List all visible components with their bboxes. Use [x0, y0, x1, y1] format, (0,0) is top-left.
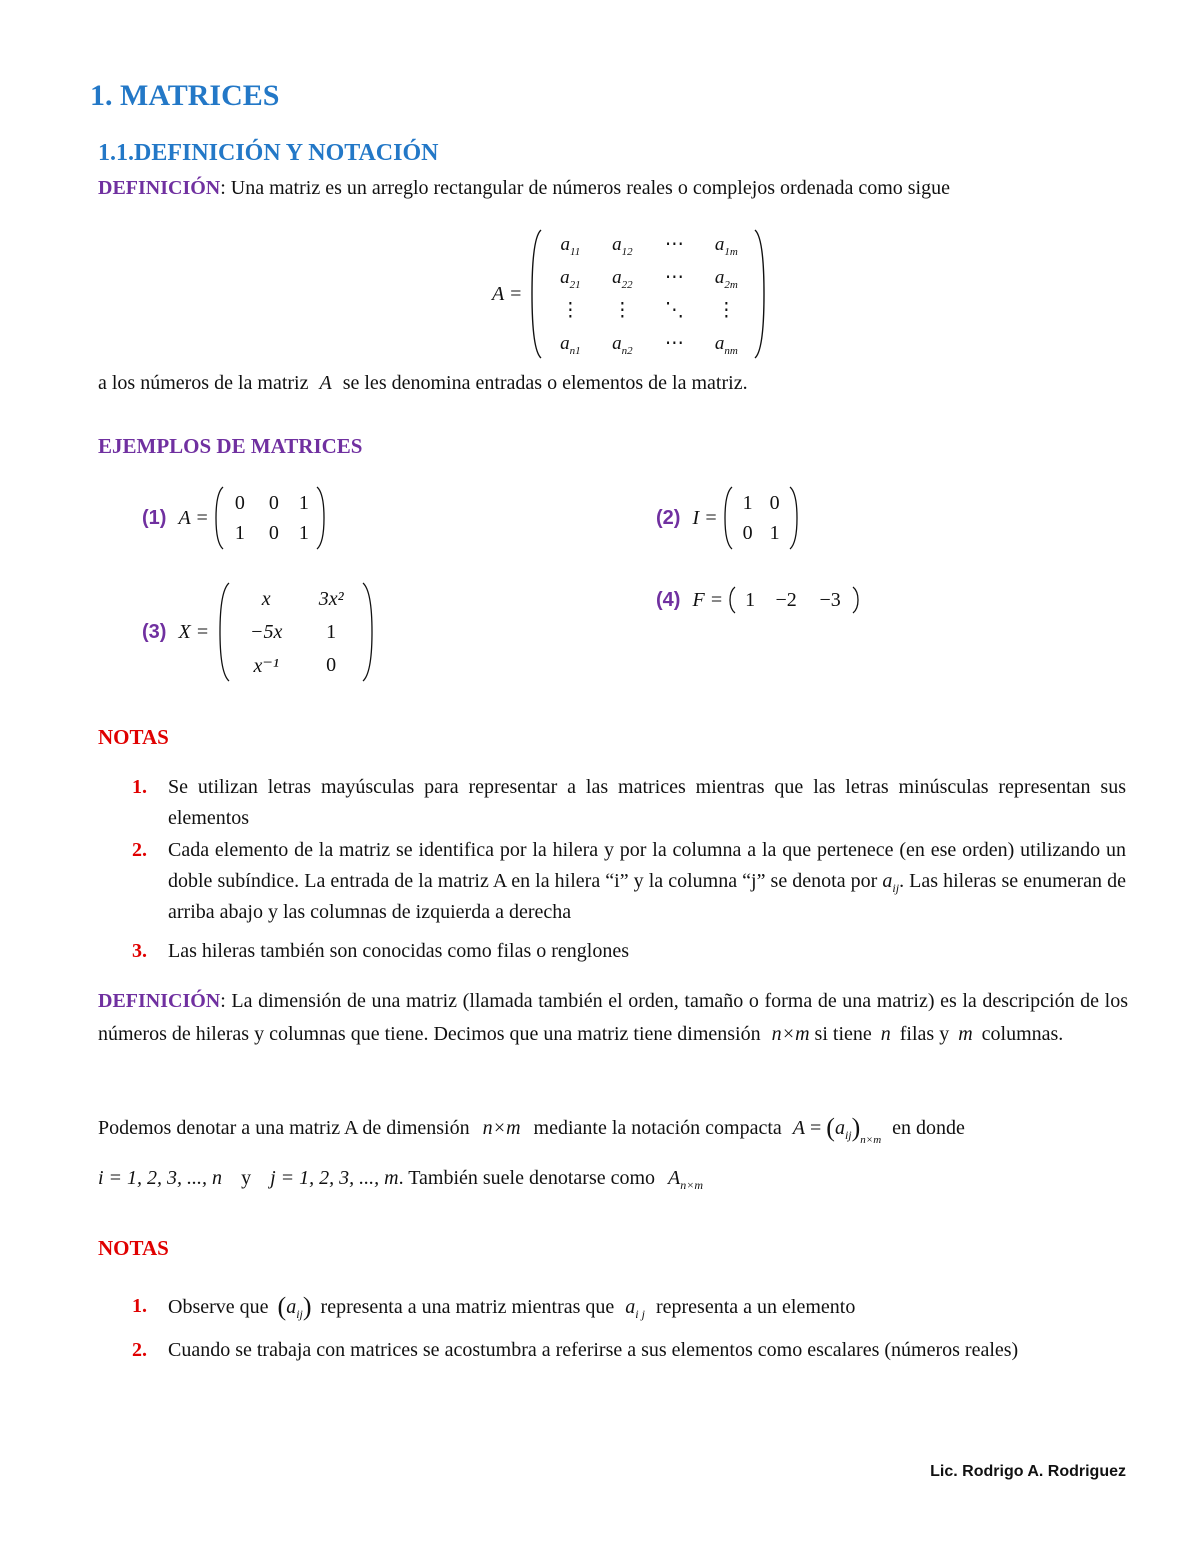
matrix-cell: $a_{n2}$: [612, 332, 633, 357]
element-symbol: $a_{i j}$: [625, 1296, 645, 1321]
left-paren: [729, 585, 737, 615]
matrix-cell: 0: [234, 491, 245, 514]
matrix-cell: 1: [234, 521, 245, 544]
matrix-cell: ⋮: [716, 300, 736, 321]
matrix-cell: 0: [742, 521, 753, 544]
right-paren: [788, 485, 798, 551]
math-n: n: [880, 1023, 891, 1045]
notes-heading: NOTAS: [98, 725, 169, 749]
definition-text: columnas.: [981, 1023, 1064, 1045]
matrix-cell: −3: [819, 588, 841, 611]
matrix-cell: 0: [769, 491, 780, 514]
definition-text: : La dimensión de una matriz (llamada también el orden, tamaño o forma de una matriz) es la descripción de los números de hileras y columnas que tiene. Decimos que una matriz tiene dimensión: [98, 990, 1128, 1045]
matrix-cell: ⋯: [664, 267, 684, 288]
example-2-grid: [734, 488, 788, 548]
matrix-cell: $a_{nm}$: [714, 332, 738, 357]
example-lhs: I =: [692, 506, 718, 529]
definition-label: DEFINICIÓN: [98, 177, 221, 199]
matrix-cell: 0: [268, 491, 279, 514]
note-number: 3.: [132, 940, 147, 962]
matrix-cell: 1: [298, 491, 309, 514]
note-item: [132, 835, 1126, 928]
note-text: [168, 835, 1126, 928]
example-number: (3): [142, 620, 167, 643]
note-text-part: representa a una matriz mientras que: [320, 1296, 615, 1318]
matrix-cell: 1: [769, 521, 780, 544]
example-lhs: A =: [178, 506, 209, 529]
matrix-cell: $a_{21}$: [560, 266, 581, 291]
sentence-part: a los números de la matriz: [98, 372, 309, 394]
right-paren: [361, 581, 373, 683]
general-matrix: [492, 228, 766, 360]
page-title: 1. MATRICES: [90, 79, 280, 112]
definition-text: filas y: [899, 1023, 950, 1045]
compact-notation-line-1: [98, 1112, 1138, 1144]
note-item: [132, 772, 1126, 834]
matrix-cell: $a_{12}$: [612, 233, 633, 258]
example-1: [142, 484, 325, 552]
entries-sentence: [98, 368, 1128, 399]
right-paren: [851, 585, 859, 615]
matrix-notation: $(a_{ij})$: [277, 1292, 312, 1321]
left-paren: [219, 581, 231, 683]
matrix-cell: ⋱: [664, 300, 684, 321]
definition-text: si tiene: [814, 1023, 872, 1045]
definition-label: DEFINICIÓN: [98, 990, 221, 1012]
note-number: 2.: [132, 839, 147, 861]
math-dimension: n×m: [771, 1023, 810, 1045]
compact-text: mediante la notación compacta: [533, 1117, 782, 1139]
matrix-cell: ⋮: [560, 300, 580, 321]
definition-text: : Una matriz es un arreglo rectangular de números reales o complejos ordenada como sigue: [220, 177, 950, 199]
compact-text: y: [241, 1167, 252, 1189]
note-text: Se utilizan letras mayúsculas para representar a las matrices mientras que las letras minúsculas representan sus elementos: [168, 776, 1126, 829]
definition-1: [98, 173, 1128, 204]
math-m: m: [958, 1023, 973, 1045]
math-range-i: i = 1, 2, 3, ..., n: [98, 1167, 223, 1189]
note-number: 1.: [132, 776, 147, 798]
math-dimension: n×m: [482, 1117, 521, 1139]
example-3-grid: [231, 583, 361, 682]
math-a-nxm: $A_{n\times m}$: [668, 1167, 704, 1192]
definition-2: [98, 985, 1128, 1051]
example-4-grid: [737, 589, 851, 612]
compact-notation-formula: $A = (a_{ij})_{n\times m}$: [792, 1113, 882, 1146]
sentence-part: se les denomina entradas o elementos de la matriz.: [342, 372, 748, 394]
note-text: Cuando se trabaja con matrices se acostumbra a referirse a sus elementos como escalares (números reales): [168, 1339, 1019, 1361]
matrix-cell: 1: [298, 521, 309, 544]
matrix-cell: 1: [326, 620, 337, 643]
matrix-cell: 1: [745, 588, 756, 611]
note-text-part: Observe que: [168, 1296, 269, 1318]
note-text-part: . Las hileras se enumeran de arriba abajo y las columnas de izquierda a derecha: [168, 870, 1127, 923]
matrix-cell: x: [261, 587, 271, 610]
section-heading: 1.1.DEFINICIÓN Y NOTACIÓN: [98, 140, 439, 166]
left-paren: [215, 485, 225, 551]
matrix-cell: 3x²: [318, 587, 344, 610]
matrix-cell: $a_{11}$: [560, 233, 581, 258]
example-4: [656, 584, 859, 616]
matrix-cell: −5x: [249, 620, 283, 643]
notes-heading: NOTAS: [98, 1236, 169, 1260]
matrix-cell: ⋯: [664, 333, 684, 354]
matrix-cell: ⋯: [664, 234, 684, 255]
footer-author: Lic. Rodrigo A. Rodriguez: [930, 1463, 1126, 1480]
note-number: 2.: [132, 1339, 147, 1361]
example-2: [656, 484, 798, 552]
note-text-part: Cada elemento de la matriz se identifica por la hilera y por la columna a la que pertenece (en ese orden) utilizando un doble subíndice. La entrada de la matriz A en la hilera “i” y la columna “j” se denota por: [168, 839, 1126, 892]
example-lhs: F =: [692, 588, 724, 611]
matrix-cell: 0: [326, 653, 337, 676]
matrix-cell: 0: [268, 521, 279, 544]
matrix-lhs: A =: [492, 282, 523, 305]
matrix-cell: 1: [742, 491, 753, 514]
example-1-grid: [225, 488, 315, 548]
examples-heading: EJEMPLOS DE MATRICES: [98, 434, 363, 458]
matrix-cell: −2: [775, 588, 797, 611]
note-text-part: representa a un elemento: [655, 1296, 856, 1318]
general-matrix-grid: [544, 228, 752, 360]
compact-text: Podemos denotar a una matriz A de dimensión: [98, 1117, 470, 1139]
example-number: (2): [656, 506, 681, 529]
compact-text: . También suele denotarse como: [398, 1167, 656, 1189]
matrix-cell: x⁻¹: [253, 654, 279, 677]
right-paren: [315, 485, 325, 551]
note-text: Las hileras también son conocidas como filas o renglones: [168, 940, 629, 962]
example-3: [142, 580, 373, 684]
matrix-cell: $a_{n1}$: [560, 332, 581, 357]
matrix-cell: $a_{1m}$: [714, 233, 738, 258]
note-text: [168, 1291, 1126, 1323]
matrix-cell: ⋮: [612, 300, 632, 321]
left-paren: [724, 485, 734, 551]
example-number: (1): [142, 506, 167, 529]
note-item: [132, 936, 1126, 967]
compact-text: en donde: [892, 1117, 965, 1139]
compact-notation-line-2: [98, 1163, 1138, 1194]
left-paren: [530, 228, 544, 360]
right-paren: [752, 228, 766, 360]
note-item: [132, 1335, 1126, 1366]
example-lhs: X =: [178, 620, 210, 643]
element-symbol: $a_{ij}$: [882, 870, 900, 895]
note-number: 1.: [132, 1295, 147, 1317]
example-number: (4): [656, 588, 681, 611]
note-item: [132, 1291, 1126, 1323]
matrix-cell: $a_{2m}$: [714, 266, 738, 291]
matrix-var: A: [319, 372, 332, 394]
matrix-cell: $a_{22}$: [612, 266, 633, 291]
math-range-j: j = 1, 2, 3, ..., m: [270, 1167, 399, 1189]
